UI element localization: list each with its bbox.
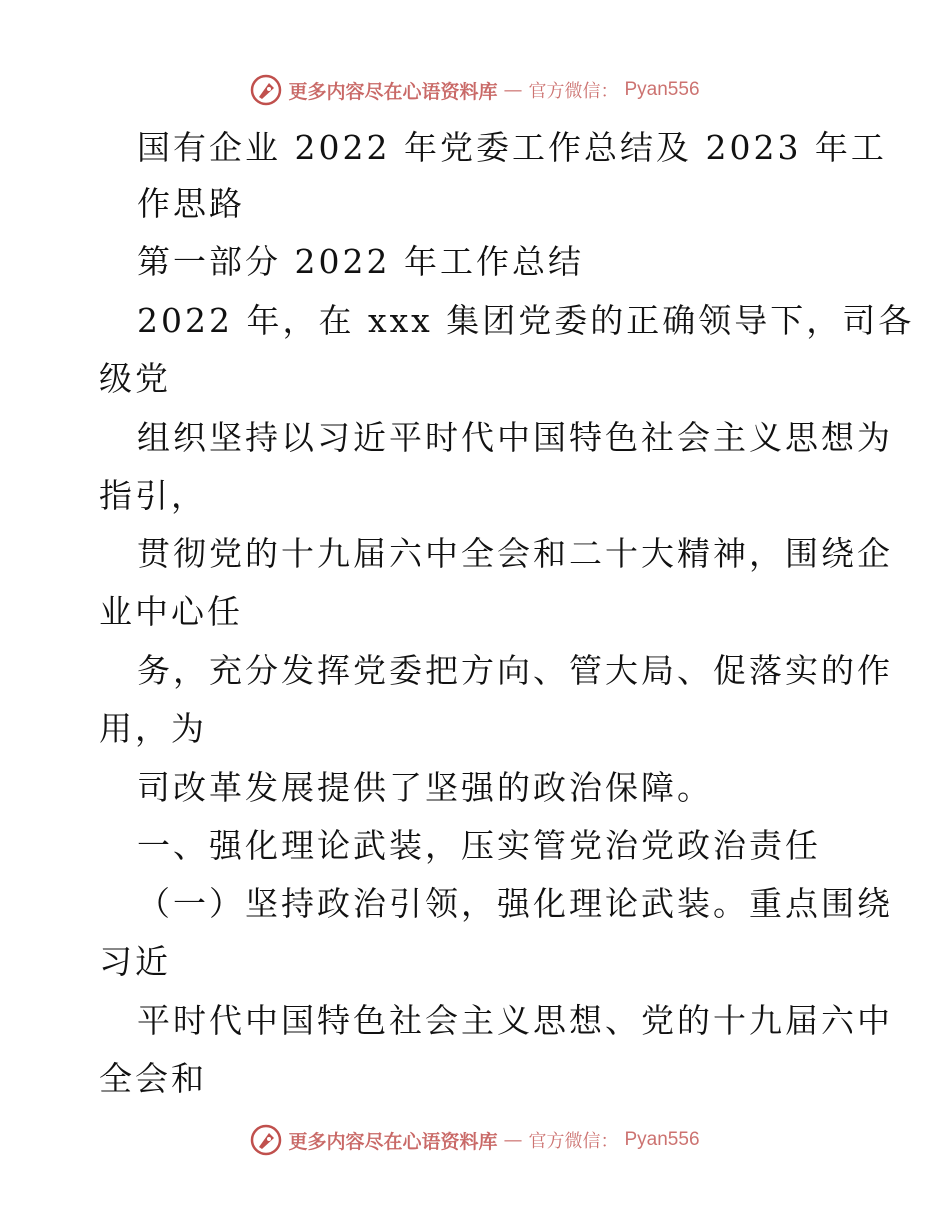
paragraph-line: 务，充分发挥党委把方向、管大局、促落实的作	[137, 651, 893, 690]
paragraph-line: 业中心任	[99, 592, 243, 631]
paragraph-line: 指引，	[99, 476, 207, 515]
subsection-heading: 一、强化理论武装，压实管党治党政治责任	[137, 826, 821, 865]
header-watermark	[0, 70, 950, 110]
pen-nib-logo-icon	[250, 74, 282, 106]
paragraph-line: 习近	[99, 942, 171, 981]
watermark-wechat-id: Pyan556	[624, 1129, 700, 1150]
watermark-main-text: 更多内容尽在心语资料库	[288, 80, 498, 103]
watermark-separator: —	[503, 1129, 523, 1151]
footer-watermark	[0, 1120, 950, 1160]
watermark-sub-text: 官方微信：	[528, 81, 619, 102]
watermark-separator: —	[503, 79, 523, 101]
paragraph-line: 用，为	[99, 709, 207, 748]
document-title-line-2: 作思路	[137, 184, 245, 223]
paragraph-line: 级党	[99, 359, 171, 398]
paragraph-line: 司改革发展提供了坚强的政治保障。	[137, 768, 713, 807]
pen-nib-logo-icon	[250, 1124, 282, 1156]
paragraph-line: （一）坚持政治引领，强化理论武装。重点围绕	[137, 884, 893, 923]
document-title-line-1: 国有企业 2022 年党委工作总结及 2023 年工	[137, 128, 887, 167]
paragraph-line: 贯彻党的十九届六中全会和二十大精神，围绕企	[137, 534, 893, 573]
watermark-wechat-id: Pyan556	[624, 79, 700, 100]
paragraph-line: 全会和	[99, 1059, 207, 1098]
watermark-sub-text: 官方微信：	[528, 1131, 619, 1152]
paragraph-line: 组织坚持以习近平时代中国特色社会主义思想为	[137, 418, 893, 457]
watermark-main-text: 更多内容尽在心语资料库	[288, 1130, 498, 1153]
paragraph-line: 平时代中国特色社会主义思想、党的十九届六中	[137, 1001, 893, 1040]
section-heading: 第一部分 2022 年工作总结	[137, 242, 584, 281]
paragraph-line: 2022 年，在 xxx 集团党委的正确领导下，司各	[137, 301, 915, 340]
